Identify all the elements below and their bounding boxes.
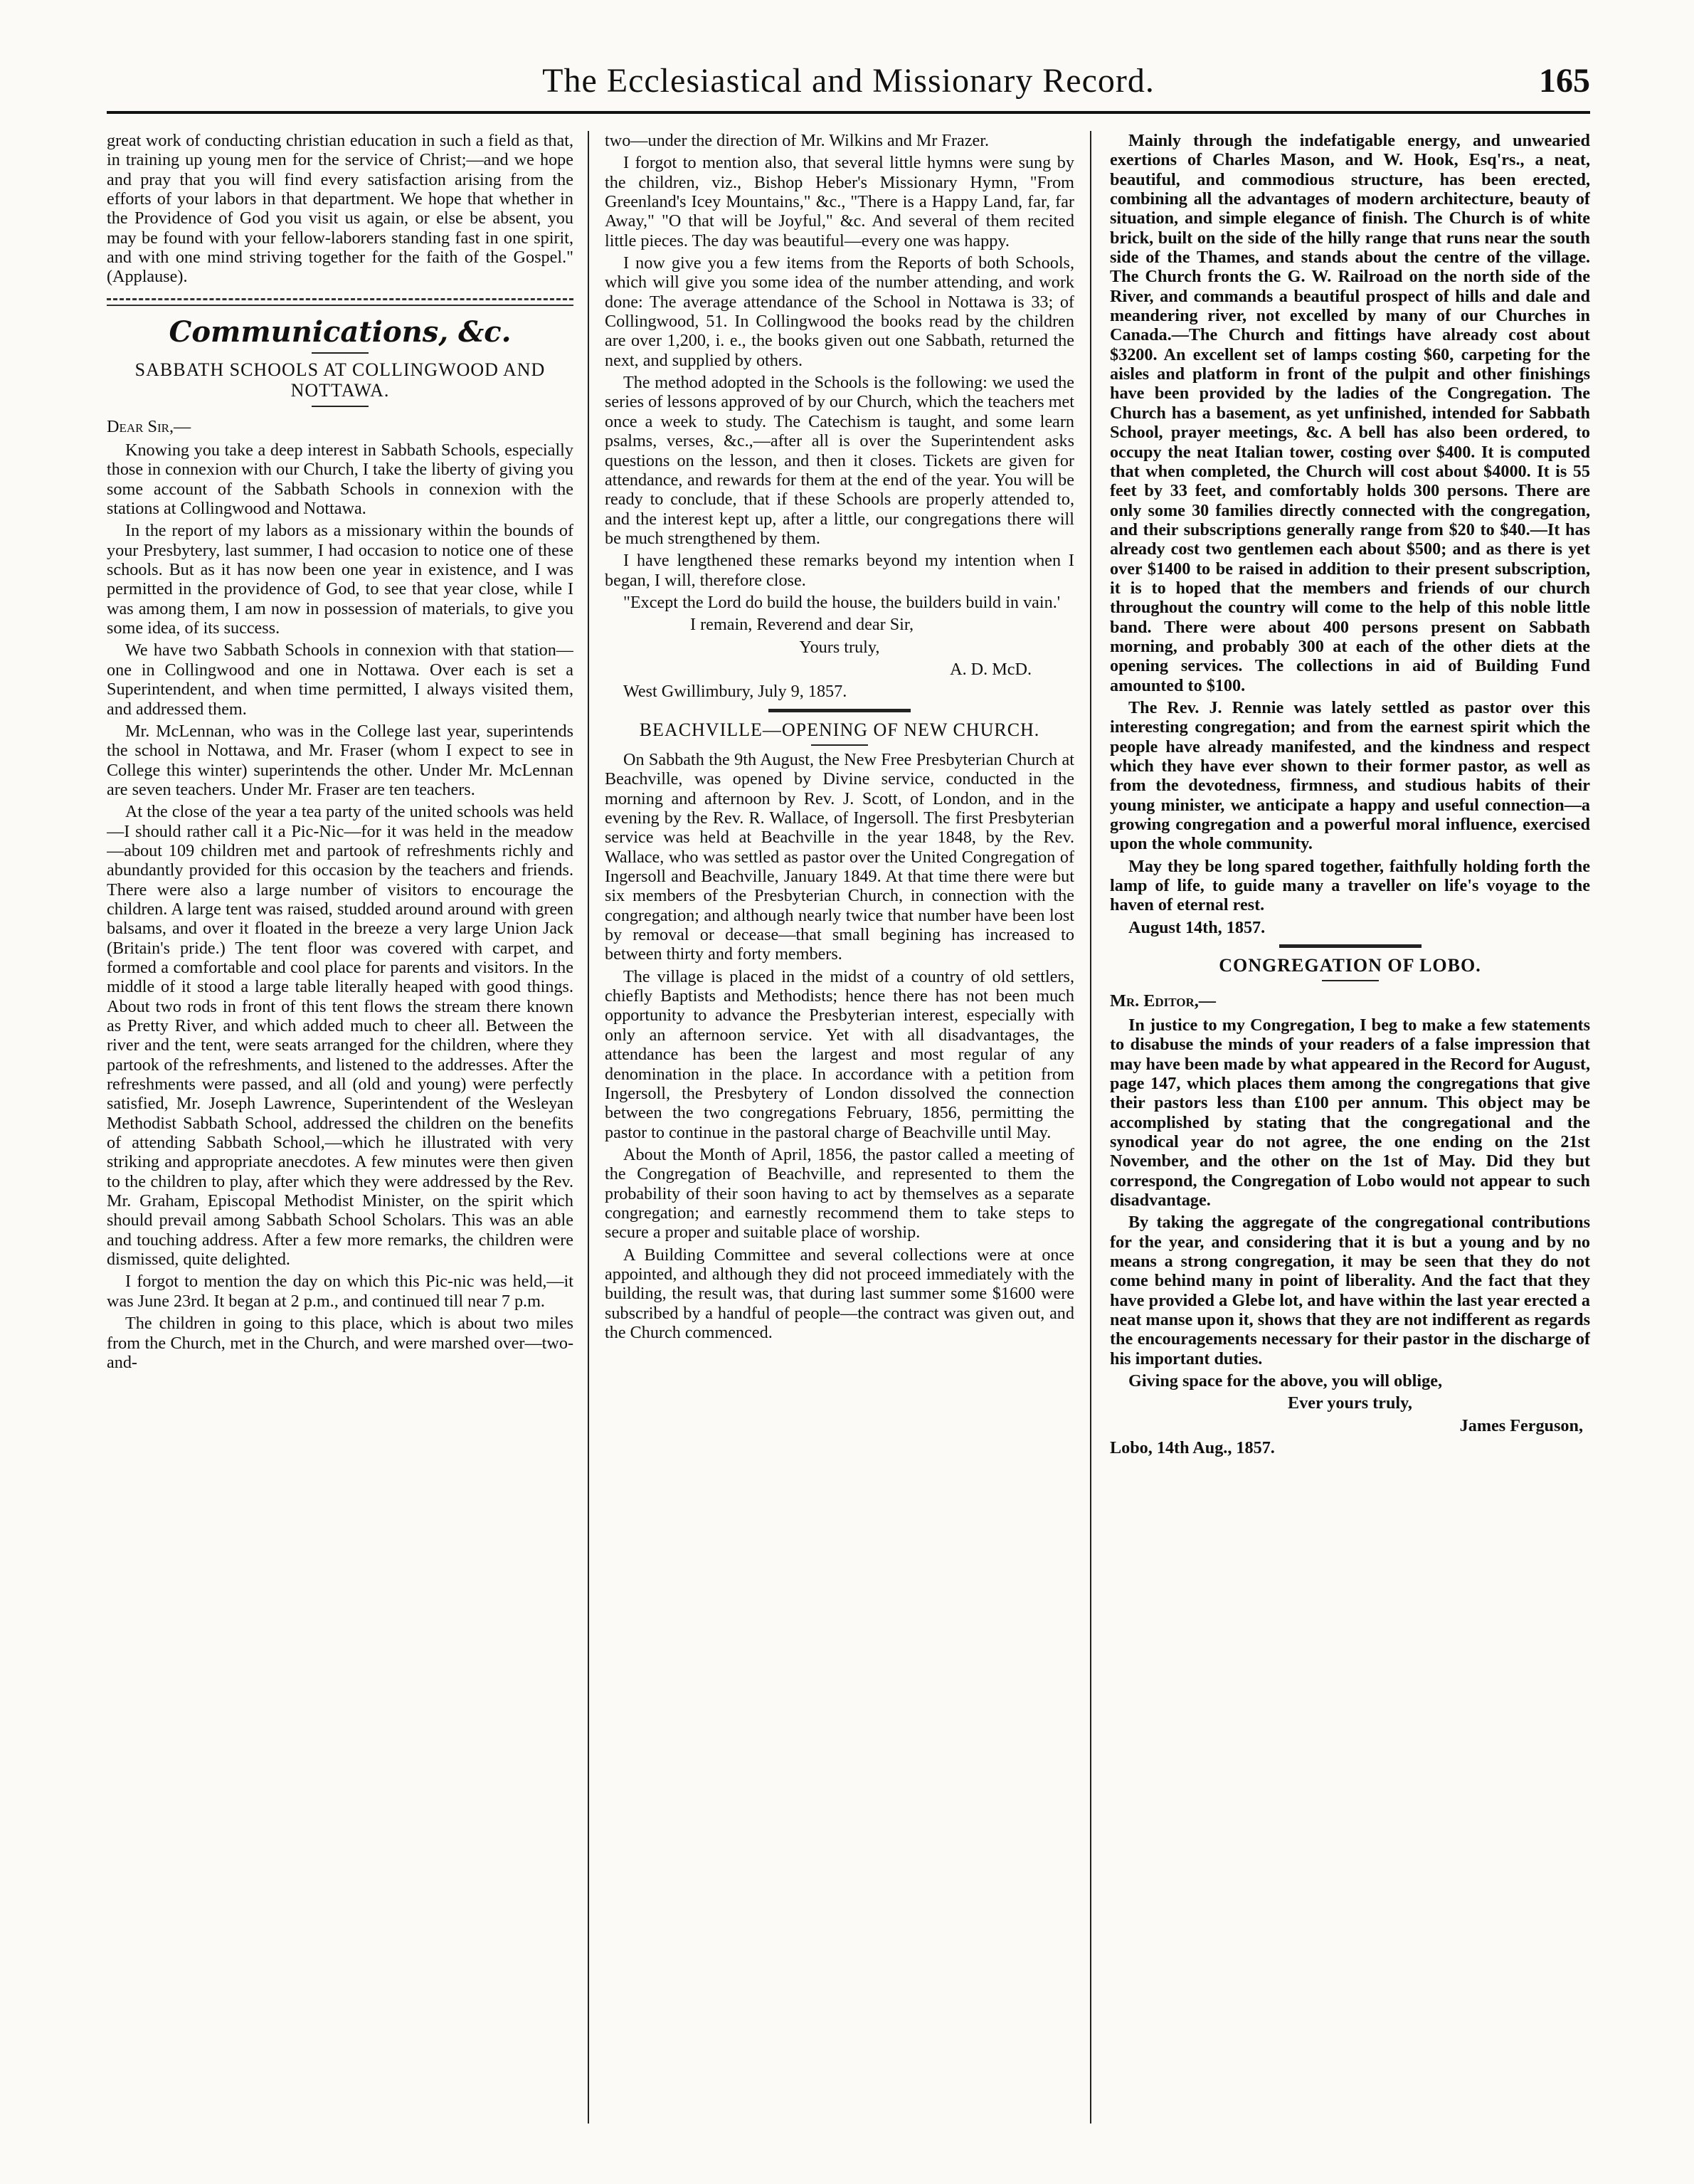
signoff: I remain, Reverend and dear Sir,: [690, 615, 914, 635]
paragraph: About the Month of April, 1856, the pastor called a meeting of the Congregation of Beachville, and represented to them the probability of their soon having to act by themselves as a separate congregation; and earnestly recommend them to take steps to secure a proper and suitable place of worship.: [605, 1144, 1074, 1243]
journal-title: The Ecclesiastical and Missionary Record.: [542, 62, 1155, 100]
page-number: 165: [1539, 62, 1590, 100]
signoff: Ever yours truly,: [1288, 1393, 1412, 1413]
paragraph: I forgot to mention the day on which this Pic-nic was held,—it was June 23rd. It began at 2 p.m., and continued till near 7 p.m.: [107, 1272, 573, 1311]
date-line: August 14th, 1857.: [1128, 917, 1266, 937]
signoff: Yours truly,: [799, 637, 880, 657]
column-2: [605, 131, 1074, 2124]
paragraph: I forgot to mention also, that several little hymns were sung by the children, viz., Bishop Heber's Missionary Hymn, "From Greenland's Icey Mountains," &c., "There is a Happy Land, far, far Away," "O that will be Joyful," &c. And several of them recited little pieces. The day was beautiful—every one was happy.: [605, 153, 1074, 250]
paragraph: Giving space for the above, you will oblige,: [1128, 1371, 1442, 1391]
paragraph: Mr. McLennan, who was in the College last year, superintends the school in Nottawa, and Mr. Fraser (whom I expect to see in College this winter) superintends the other. Under Mr. McLennan are seven teachers. Under Mr. Fraser are ten teachers.: [107, 721, 573, 799]
article-divider: [1279, 944, 1422, 948]
column-1: [107, 131, 573, 2124]
place-date: West Gwillimbury, July 9, 1857.: [623, 682, 847, 702]
paragraph: Mainly through the indefatigable energy, and unwearied exertions of Charles Mason, and W. Hook, Esq'rs., a neat, beautiful, and commodious structure, has been erected, combining all the advantages of modern architecture, beauty of situation, and simple elegance of finish. The Church is of white brick, built on the side of the hilly range that runs near the south side of the Thames, and stands about the centre of the village. The Church fronts the G. W. Railroad on the north side of the River, and commands a beautiful prospect of hills and dale and meandering river, not excelled by many of our Churches in Canada.—The Church and fittings have already cost about $3200. An excellent set of lamps costing $60, carpeting for the aisles and platform in front of the pulpit and other finishings have been provided by the ladies of the Congregation. The Church has a basement, as yet unfinished, intended for Sabbath School, prayer meetings, &c. A bell has also been ordered, to occupy the neat Italian tower, costing over $400. It is computed that when completed, the Church will cost about $4000. It is 55 feet by 33 feet, and comfortably holds 300 persons. There are only some 30 families directly connected with the congregation, and their subscriptions generally range from $20 to $40.—It has already cost two gentlemen each about $500; and as there is yet over $1400 to be raised in addition to their present subscription, it is to hoped that the members and friends of our church throughout the country will come to the help of this noble little band. There were about 400 persons present on Sabbath morning, and probably 300 at each of the other diets at the opening services. The collections in aid of Building Fund amounted to $100.: [1110, 131, 1590, 695]
paragraph: We have two Sabbath Schools in connexion with that station—one in Collingwood and one in Nottawa. Over each is set a Superintendent, and when time permitted, I always visited them, and addressed them.: [107, 640, 573, 719]
rule: [312, 406, 369, 407]
paragraph: two—under the direction of Mr. Wilkins and Mr Frazer.: [605, 131, 990, 150]
paragraph: On Sabbath the 9th August, the New Free Presbyterian Church at Beachville, was opened by Divine service, conducted in the morning and afternoon by Rev. J. Scott, of London, and in the evening by the Rev. R. Wallace, of Ingersoll. The first Presbyterian service was held at Beachville in the year 1848, by the Rev. Wallace, who was settled as pastor over the United Congregation of Ingersoll and Beachville, January 1849. At that time there were but six members of the Presbyterian Church, in connection with the congregation; and although nearly twice that number have been lost by removal or decease—that small begining has increased to between thirty and forty members.: [605, 750, 1074, 964]
section-divider: [107, 298, 573, 306]
paragraph: I now give you a few items from the Reports of both Schools, which will give you some idea of the number attending, and work done: The average attendance of the School in Nottawa is 33; of Collingwood, 51. In Collingwood the books read by the children are over 1,200, i. e., the books given out one Sabbath, returned the next, and supplied by others.: [605, 253, 1074, 370]
article-title: CONGREGATION OF LOBO.: [1219, 955, 1481, 976]
paragraph: The children in going to this place, which is about two miles from the Church, met in the Church, and were marshed over—two-and-: [107, 1314, 573, 1372]
rule: [811, 744, 868, 746]
page-header: [107, 61, 1590, 114]
paragraph: At the close of the year a tea party of the united schools was held—I should rather call it a Pic-Nic—for it was held in the meadow—about 109 children met and partook of refreshments richly and abundantly provided for this occasion by the teachers and friends. There were also a large number of visitors to encourage the children. A large tent was raised, studded around around with green balsams, and over it floated in the breeze a very large Union Jack (Britain's pride.) The tent floor was covered with carpet, and formed a comfortable and cool place for parents and visitors. In the middle of it stood a large table literally heaped with good things. About two rods in front of this tent flows the stream there known as Pretty River, and which added much to cheer all. Between the river and the tent, were seats arranged for the children, where they partook of the refreshments, and listened to the addresses. After the refreshments were passed, and all (old and young) were perfectly satisfied, Mr. Joseph Lawrence, Superintendent of the Wesleyan Methodist Sabbath School, addressed the children on the benefits of attending Sabbath School,—which he illustrated with very striking and appropriate anecdotes. A few minutes were then given to the children to play, after which they were addressed by the Rev. Mr. Graham, Episcopal Methodist Minister, on the spirit which should prevail among Sabbath School Scholars. This was an able and touching address. After a few more remarks, the children were dismissed, quite delighted.: [107, 802, 573, 1270]
paragraph: A Building Committee and several collections were at once appointed, and although they did not proceed immediately with the building, the result was, that during last summer some $1600 were subscribed by a handful of people—the contract was given out, and the Church commenced.: [605, 1245, 1074, 1342]
article-title: SABBATH SCHOOLS AT COLLINGWOOD AND NOTTAWA.: [134, 359, 546, 401]
article-title: BEACHVILLE—OPENING OF NEW CHURCH.: [639, 719, 1040, 740]
article-divider: [768, 709, 911, 712]
quote: "Except the Lord do build the house, the builders build in vain.': [623, 592, 1061, 612]
paragraph: Knowing you take a deep interest in Sabbath Schools, especially those in connexion with our Church, I take the liberty of giving you some account of the Sabbath Schools in connexion with the stations at Collingwood and Nottawa.: [107, 441, 573, 519]
paragraph: By taking the aggregate of the congregational contributions for the year, and considering that it is but a young and by no means a strong congregation, it may be seen that they do not come behind many in point of liberality. And the fact that they have provided a Glebe lot, and have within the last year erected a neat manse upon it, shows that they are not indifferent as regards the encouragements necessary for their pastor in the discharge of his important duties.: [1110, 1213, 1590, 1368]
paragraph: The method adopted in the Schools is the following: we used the series of lessons approved of by our Church, which the teachers met once a week to study. The Catechism is taught, and some learn psalms, verses, &c.,—after all is over the Superintendent asks questions on the lesson, and then it closes. Tickets are given for attendance, and rewards for them at the end of the year. You will be ready to conclude, that if these Schools are properly attended to, and the interest kept up, after a little, our congregations there will be much strengthened by them.: [605, 373, 1074, 548]
column-rule-right: [1090, 131, 1091, 2124]
paragraph: The Rev. J. Rennie was lately settled as pastor over this interesting congregation; and from the earnest spirit which the people have already manifested, and the kindness and respect which they have ever shown to their former pastor, as well as from the devotedness, firmness, and studious habits of their young minister, we anticipate a happy and useful connection—a growing congregation and a powerful moral influence, exercised upon the whole community.: [1110, 697, 1590, 854]
paragraph: I have lengthened these remarks beyond my intention when I began, I will, therefore close.: [605, 551, 1074, 590]
signature: A. D. McD.: [950, 659, 1032, 679]
signature: James Ferguson,: [1459, 1415, 1583, 1435]
paragraph: In the report of my labors as a missionary within the bounds of your Presbytery, last summer, I had occasion to notice one of these schools. But as it has now been one year in existence, and I was permitted in the providence of God, to see that year close, while I was among them, I am now in possession of materials, to give you some idea, of its success.: [107, 521, 573, 638]
column-rule-left: [588, 131, 589, 2124]
paragraph: The village is placed in the midst of a country of old settlers, chiefly Baptists and Methodists; hence there has not been much opportunity to advance the Presbyterian interest, especially with only an afternoon service. Yet with all disadvantages, the attendance has been the largest and most regular of any denomination in the place. In accordance with a petition from Ingersoll, the Presbytery of London dissolved the connection between the two congregations February, 1856, permitting the pastor to continue in the pastoral charge of Beachville until May.: [605, 966, 1074, 1142]
intro-paragraph: great work of conducting christian education in such a field as that, in training up young men for the service of Christ;—and we hope and pray that you will find every satisfaction arising from the efforts of your labors in that department. We hope that whether in the Providence of God you visit us again, or else be absent, you may be found with your fellow-laborers standing fast in one spirit, and with one mind striving together for the faith of the Gospel." (Applause).: [107, 131, 573, 287]
salutation: Dear Sir,—: [107, 416, 191, 436]
rule: [1322, 980, 1379, 981]
paragraph: May they be long spared together, faithfully holding forth the lamp of life, to guide many a traveller on life's voyage to the haven of eternal rest.: [1110, 856, 1590, 915]
salutation: Mr. Editor,—: [1110, 991, 1216, 1011]
column-3: [1110, 131, 1590, 2124]
rule: [312, 352, 369, 354]
place-date: Lobo, 14th Aug., 1857.: [1110, 1438, 1275, 1458]
section-title: Communications, &c.: [169, 315, 512, 349]
paragraph: In justice to my Congregation, I beg to make a few statements to disabuse the minds of your readers of a false impression that may have been made by what appeared in the Record for August, page 147, which places them among the congregations that give their pastors less than £100 per annum. This object may be accomplished by stating that the congregational and the synodical year do not agree, the one ending on the 21st November, and the other on the 1st of May. Did they but correspond, the Congregation of Lobo would not appear to such disadvantage.: [1110, 1015, 1590, 1210]
